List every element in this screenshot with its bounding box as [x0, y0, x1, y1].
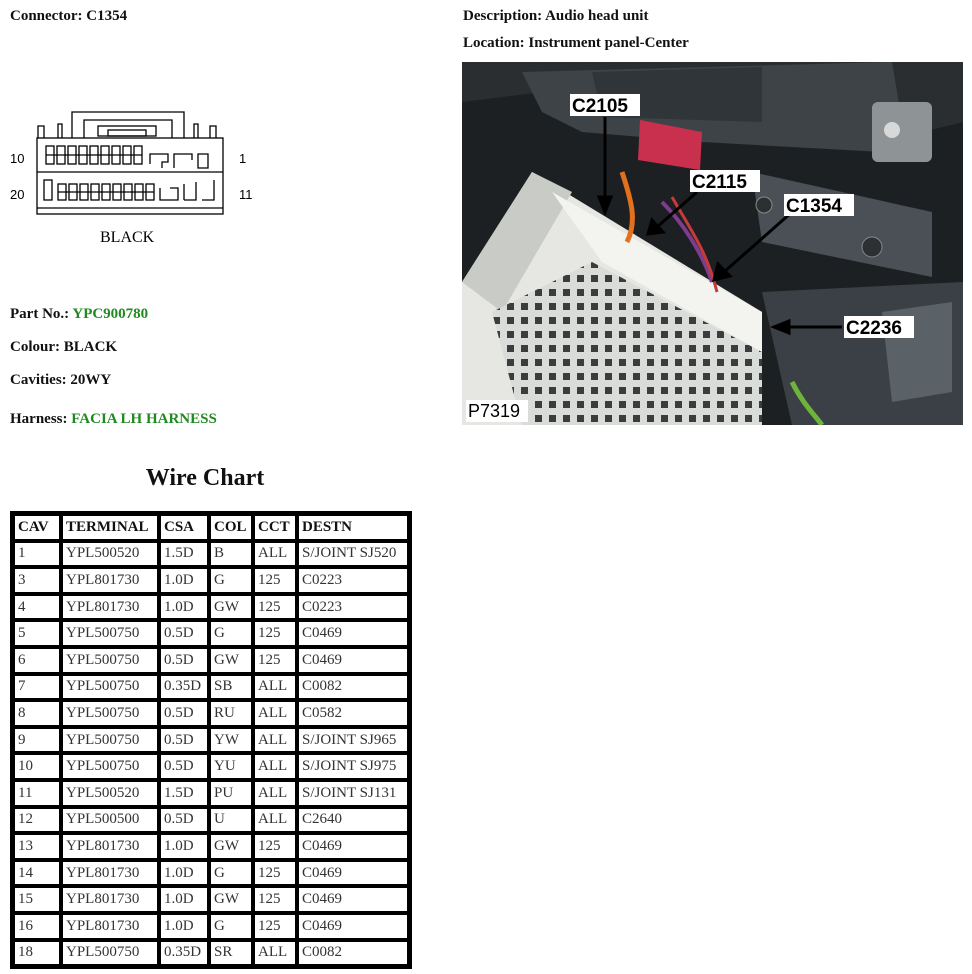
cavities-value: 20WY	[70, 372, 112, 388]
cell-col: RU	[209, 700, 253, 727]
cell-csa: 0.5D	[159, 647, 209, 674]
cell-terminal: YPL500750	[61, 753, 159, 780]
cell-col: GW	[209, 594, 253, 621]
cell-destn: C2640	[297, 807, 409, 834]
photo-callout-c1354: C1354	[786, 196, 842, 217]
cell-cav: 14	[13, 860, 61, 887]
cavities-label: Cavities:	[10, 372, 67, 388]
colour-value: BLACK	[63, 339, 118, 355]
cell-terminal: YPL801730	[61, 567, 159, 594]
cell-destn: C0223	[297, 567, 409, 594]
location-photo	[462, 62, 963, 425]
wire-chart-table	[10, 511, 412, 969]
cell-cav: 8	[13, 700, 61, 727]
cell-col: GW	[209, 833, 253, 860]
location-value: Instrument panel-Center	[528, 35, 689, 51]
cell-cav: 3	[13, 567, 61, 594]
cell-csa: 0.35D	[159, 940, 209, 967]
table-row	[13, 700, 409, 727]
table-row	[13, 594, 409, 621]
column-header-terminal: TERMINAL	[61, 514, 159, 541]
cell-cav: 9	[13, 727, 61, 754]
location-photo-drawing	[462, 62, 963, 425]
cell-csa: 1.5D	[159, 541, 209, 568]
table-row	[13, 807, 409, 834]
cell-col: GW	[209, 886, 253, 913]
column-header-destn: DESTN	[297, 514, 409, 541]
cell-cav: 4	[13, 594, 61, 621]
cell-terminal: YPL801730	[61, 886, 159, 913]
wire-chart-header-row	[13, 514, 409, 541]
column-header-cav: CAV	[13, 514, 61, 541]
cell-terminal: YPL801730	[61, 594, 159, 621]
cell-terminal: YPL500750	[61, 700, 159, 727]
cell-cav: 7	[13, 674, 61, 701]
cell-cct: ALL	[253, 700, 297, 727]
cell-csa: 0.5D	[159, 807, 209, 834]
cell-terminal: YPL500500	[61, 807, 159, 834]
connector-heading	[10, 8, 127, 25]
table-row	[13, 727, 409, 754]
cell-csa: 1.5D	[159, 780, 209, 807]
cell-col: G	[209, 913, 253, 940]
cell-col: B	[209, 541, 253, 568]
cell-terminal: YPL500520	[61, 780, 159, 807]
harness-line	[10, 411, 217, 428]
cell-terminal: YPL801730	[61, 913, 159, 940]
cell-destn: C0469	[297, 620, 409, 647]
cell-destn: S/JOINT SJ975	[297, 753, 409, 780]
cell-cct: 125	[253, 833, 297, 860]
cell-cct: 125	[253, 620, 297, 647]
cell-cct: ALL	[253, 807, 297, 834]
cell-destn: C0469	[297, 833, 409, 860]
table-row	[13, 541, 409, 568]
cell-terminal: YPL500750	[61, 620, 159, 647]
cell-cct: ALL	[253, 541, 297, 568]
cell-csa: 1.0D	[159, 567, 209, 594]
location-label: Location:	[463, 35, 525, 51]
cell-destn: S/JOINT SJ131	[297, 780, 409, 807]
part-no-line	[10, 306, 148, 323]
cell-cct: ALL	[253, 780, 297, 807]
cell-destn: S/JOINT SJ520	[297, 541, 409, 568]
cell-terminal: YPL801730	[61, 860, 159, 887]
cell-destn: C0082	[297, 940, 409, 967]
cell-col: U	[209, 807, 253, 834]
cell-terminal: YPL500750	[61, 674, 159, 701]
cell-col: YU	[209, 753, 253, 780]
pin-label-1: 1	[239, 151, 247, 166]
cell-cav: 1	[13, 541, 61, 568]
table-row	[13, 647, 409, 674]
colour-label: Colour:	[10, 339, 60, 355]
cell-csa: 0.5D	[159, 753, 209, 780]
cell-cct: 125	[253, 913, 297, 940]
cell-cct: ALL	[253, 753, 297, 780]
cell-cct: 125	[253, 886, 297, 913]
cell-terminal: YPL500520	[61, 541, 159, 568]
cell-cav: 18	[13, 940, 61, 967]
cell-col: GW	[209, 647, 253, 674]
cell-cav: 15	[13, 886, 61, 913]
cell-csa: 1.0D	[159, 913, 209, 940]
table-row	[13, 833, 409, 860]
pin-label-10: 10	[10, 151, 25, 166]
pin-label-20: 20	[10, 187, 25, 202]
cell-cav: 11	[13, 780, 61, 807]
connector-label: Connector:	[10, 8, 83, 24]
harness-label: Harness:	[10, 411, 68, 427]
table-row	[13, 674, 409, 701]
description-value: Audio head unit	[545, 8, 649, 24]
column-header-cct: CCT	[253, 514, 297, 541]
table-row	[13, 940, 409, 967]
cell-csa: 0.5D	[159, 700, 209, 727]
cell-destn: C0082	[297, 674, 409, 701]
cell-destn: C0469	[297, 913, 409, 940]
cell-csa: 1.0D	[159, 886, 209, 913]
cell-cct: ALL	[253, 940, 297, 967]
cell-csa: 1.0D	[159, 833, 209, 860]
cell-terminal: YPL801730	[61, 833, 159, 860]
cell-csa: 0.35D	[159, 674, 209, 701]
cell-csa: 1.0D	[159, 594, 209, 621]
cell-destn: C0469	[297, 860, 409, 887]
photo-id: P7319	[468, 401, 521, 421]
cell-destn: C0582	[297, 700, 409, 727]
wire-chart-title: Wire Chart	[145, 465, 265, 491]
cell-terminal: YPL500750	[61, 940, 159, 967]
cell-cct: ALL	[253, 727, 297, 754]
cell-cct: ALL	[253, 674, 297, 701]
cell-cct: 125	[253, 594, 297, 621]
cell-col: PU	[209, 780, 253, 807]
cavities-line	[10, 372, 111, 389]
cell-cav: 13	[13, 833, 61, 860]
cell-cct: 125	[253, 567, 297, 594]
cell-col: G	[209, 620, 253, 647]
cell-destn: C0469	[297, 886, 409, 913]
location-heading	[463, 35, 689, 52]
connector-face-diagram	[10, 108, 255, 253]
connector-value: C1354	[86, 8, 128, 24]
cell-col: G	[209, 567, 253, 594]
cell-cav: 10	[13, 753, 61, 780]
photo-callout-c2236: C2236	[846, 318, 902, 339]
cell-terminal: YPL500750	[61, 647, 159, 674]
cell-destn: C0469	[297, 647, 409, 674]
table-row	[13, 753, 409, 780]
cell-col: G	[209, 860, 253, 887]
table-row	[13, 860, 409, 887]
cell-cav: 16	[13, 913, 61, 940]
part-no-link[interactable]: YPC900780	[72, 306, 149, 322]
connector-colour-caption: BLACK	[100, 229, 155, 246]
cell-destn: S/JOINT SJ965	[297, 727, 409, 754]
table-row	[13, 913, 409, 940]
cell-terminal: YPL500750	[61, 727, 159, 754]
cell-cav: 12	[13, 807, 61, 834]
cell-csa: 0.5D	[159, 620, 209, 647]
harness-link[interactable]: FACIA LH HARNESS	[71, 411, 217, 427]
table-row	[13, 567, 409, 594]
pin-label-11: 11	[239, 187, 253, 202]
description-heading	[463, 8, 648, 25]
part-no-label: Part No.:	[10, 306, 70, 322]
cell-cct: 125	[253, 860, 297, 887]
table-row	[13, 620, 409, 647]
photo-callout-c2115: C2115	[692, 172, 747, 193]
column-header-col: COL	[209, 514, 253, 541]
cell-col: SR	[209, 940, 253, 967]
wire-chart-body	[13, 541, 409, 967]
colour-line	[10, 339, 117, 356]
cell-cav: 6	[13, 647, 61, 674]
cell-csa: 1.0D	[159, 860, 209, 887]
cell-cav: 5	[13, 620, 61, 647]
cell-destn: C0223	[297, 594, 409, 621]
photo-callout-c2105: C2105	[572, 96, 628, 117]
cell-cct: 125	[253, 647, 297, 674]
table-row	[13, 886, 409, 913]
cell-csa: 0.5D	[159, 727, 209, 754]
cell-col: SB	[209, 674, 253, 701]
table-row	[13, 780, 409, 807]
description-label: Description:	[463, 8, 543, 24]
cell-col: YW	[209, 727, 253, 754]
connector-face-drawing	[10, 108, 255, 253]
column-header-csa: CSA	[159, 514, 209, 541]
